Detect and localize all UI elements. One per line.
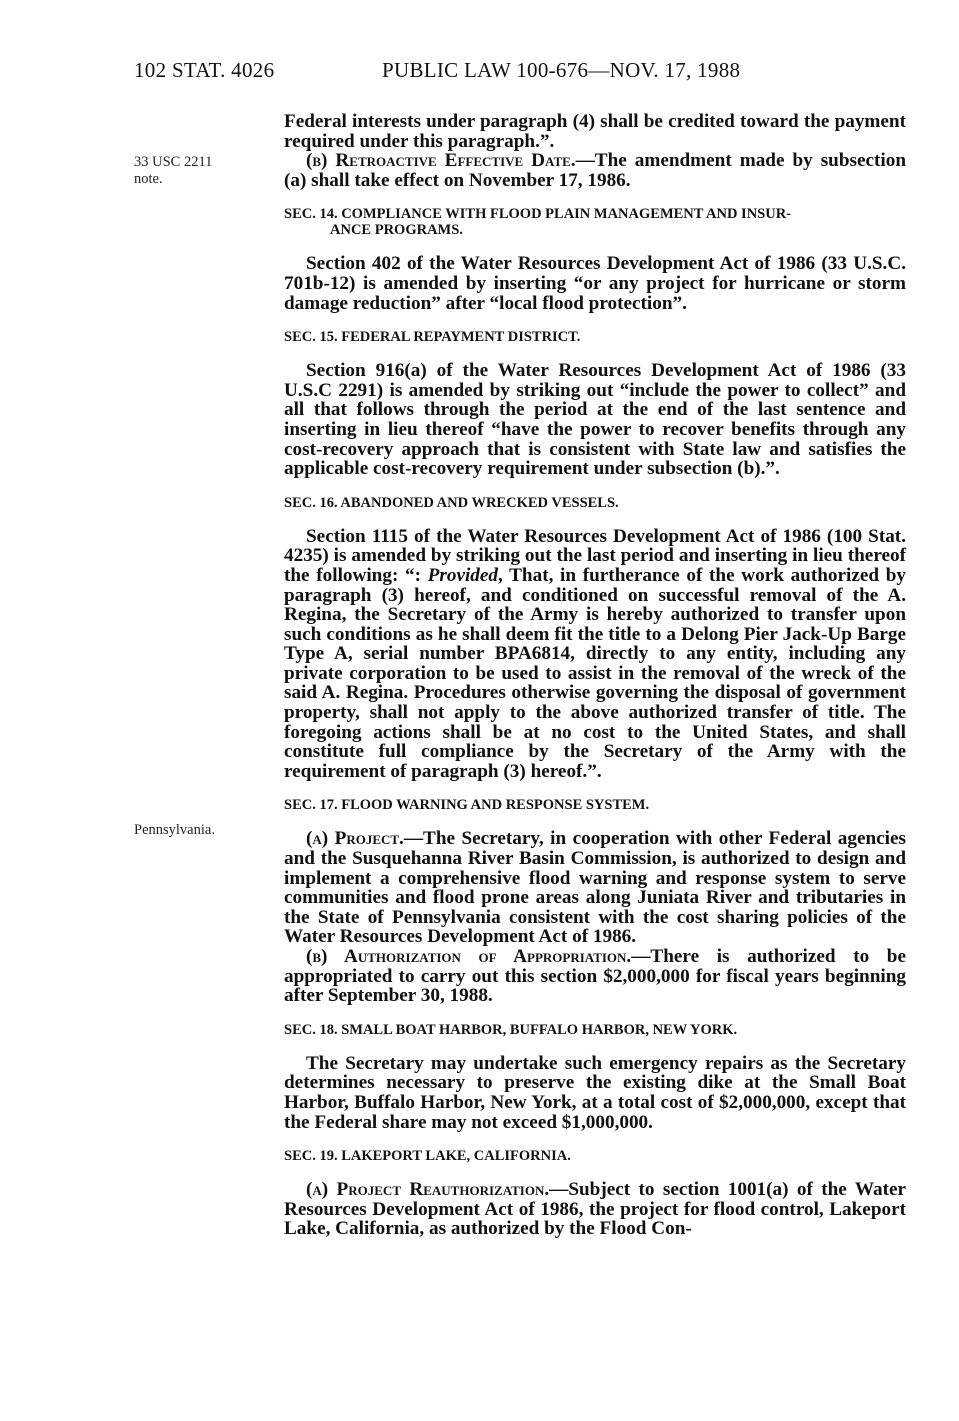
usc-citation: 33 USC 2211 <box>134 154 213 170</box>
sec13-b-label: (b) Retroactive Effective Date. <box>306 150 576 172</box>
sec17-subsection-a <box>284 829 906 947</box>
sec18-text: The Secretary may undertake such emergency repairs as the Secretary determines necessary to preserve the existing dike at the Small Boat Harbor, Buffalo Harbor, New York, at a total cost of $2,000,000, except that the Federal share may not exceed $1,000,000. <box>284 1052 906 1133</box>
sec17-subsection-b <box>284 947 906 1006</box>
sec15-heading: SEC. 15. FEDERAL REPAYMENT DISTRICT. <box>284 329 581 346</box>
margin-note-pennsylvania: Pennsylvania. <box>134 822 215 838</box>
sec19-heading: SEC. 19. LAKEPORT LAKE, CALIFORNIA. <box>284 1148 571 1165</box>
sec14-heading-line1: SEC. 14. COMPLIANCE WITH FLOOD PLAIN MANAGEMENT AND INSUR- <box>284 206 792 223</box>
sec17-a-text: —The Secretary, in cooperation with other Federal agencies and the Susquehanna River Basin Commission, is authorized to design and implement a comprehensive flood warning and response system to serve communities and flood prone areas along Juniata River and tributaries in the State of Pennsylvania consistent with the cost sharing policies of the Water Resources Development Act of 1986. <box>284 828 906 948</box>
sec13-continuation: Federal interests under paragraph (4) shall be credited toward the payment required under this paragraph.”. <box>284 111 906 152</box>
sec16-text-a: Section 1115 of the Water Resources Development Act of 1986 (100 Stat. 4235) is amended by striking out the last period and inserting in lieu thereof the following: “: <box>284 525 906 586</box>
sec17-b-label: (b) Authorization of Appropriation. <box>306 946 632 967</box>
sec14-heading <box>284 206 906 238</box>
sec19-a-text: —Subject to section 1001(a) of the Water Resources Development Act of 1986, the project for flood control, Lakeport Lake, California, as authorized by the Flood Con- <box>284 1179 906 1240</box>
usc-note: note. <box>134 171 163 187</box>
sec16-text <box>284 527 906 782</box>
margin-note-usc <box>134 154 212 188</box>
sec13-subsection-b <box>284 151 906 190</box>
sec19-subsection-a <box>284 1180 906 1239</box>
running-head: PUBLIC LAW 100-676—NOV. 17, 1988 <box>382 58 741 82</box>
sec16-provided: Provided <box>427 564 499 586</box>
sec15-text: Section 916(a) of the Water Resources Development Act of 1986 (33 U.S.C 2291) is amended by striking out “include the power to collect” and all that follows through the period at the end of the last sentence and inserting in lieu thereof “have the power to recover benefits through any cost-recovery approach that is consistent with State law and satisfies the applicable cost-recovery requirement under subsection (b).”. <box>284 360 906 480</box>
sec18-heading: SEC. 18. SMALL BOAT HARBOR, BUFFALO HARBOR, NEW YORK. <box>284 1021 738 1038</box>
sec17-heading: SEC. 17. FLOOD WARNING AND RESPONSE SYSTEM. <box>284 797 650 814</box>
sec17-b-text: —There is authorized to be appropriated to carry out this section $2,000,000 for fiscal years beginning after September 30, 1988. <box>284 946 906 1007</box>
sec16-heading: SEC. 16. ABANDONED AND WRECKED VESSELS. <box>284 494 619 511</box>
sec14-heading-line2: ANCE PROGRAMS. <box>330 222 463 239</box>
sec16-text-b: , That, in furtherance of the work authorized by paragraph (3) hereof, and conditioned on successful removal of the A. Regina, the Secretary of the Army is hereby authorized to transfer upon such conditions as he shall deem fit the title to a Delong Pier Jack-Up Barge Type A, serial number BPA6814, directly to any entity, including any private corporation to be used to assist in the removal of the wreck of the said A. Regina. Procedures otherwise governing the disposal of government property, shall not apply to the above authorized transfer of title. The foregoing actions shall be at no cost to the United States, and shall constitute full compliance by the Secretary of the Army with the requirement of paragraph (3) hereof.”. <box>284 564 906 782</box>
sec14-text: Section 402 of the Water Resources Development Act of 1986 (33 U.S.C. 701b-12) is amended by inserting “or any project for hurricane or storm damage reduction” after “local flood protection”. <box>284 253 906 314</box>
stat-page-number: 102 STAT. 4026 <box>134 58 275 82</box>
sec13-b-text: —The amendment made by subsection (a) shall take effect on November 17, 1986. <box>284 150 906 191</box>
page-header <box>134 58 907 88</box>
sec17-a-label: (a) Project. <box>306 828 404 850</box>
page-body <box>284 112 906 1239</box>
sec19-a-label: (a) Project Reauthorization. <box>306 1179 550 1201</box>
